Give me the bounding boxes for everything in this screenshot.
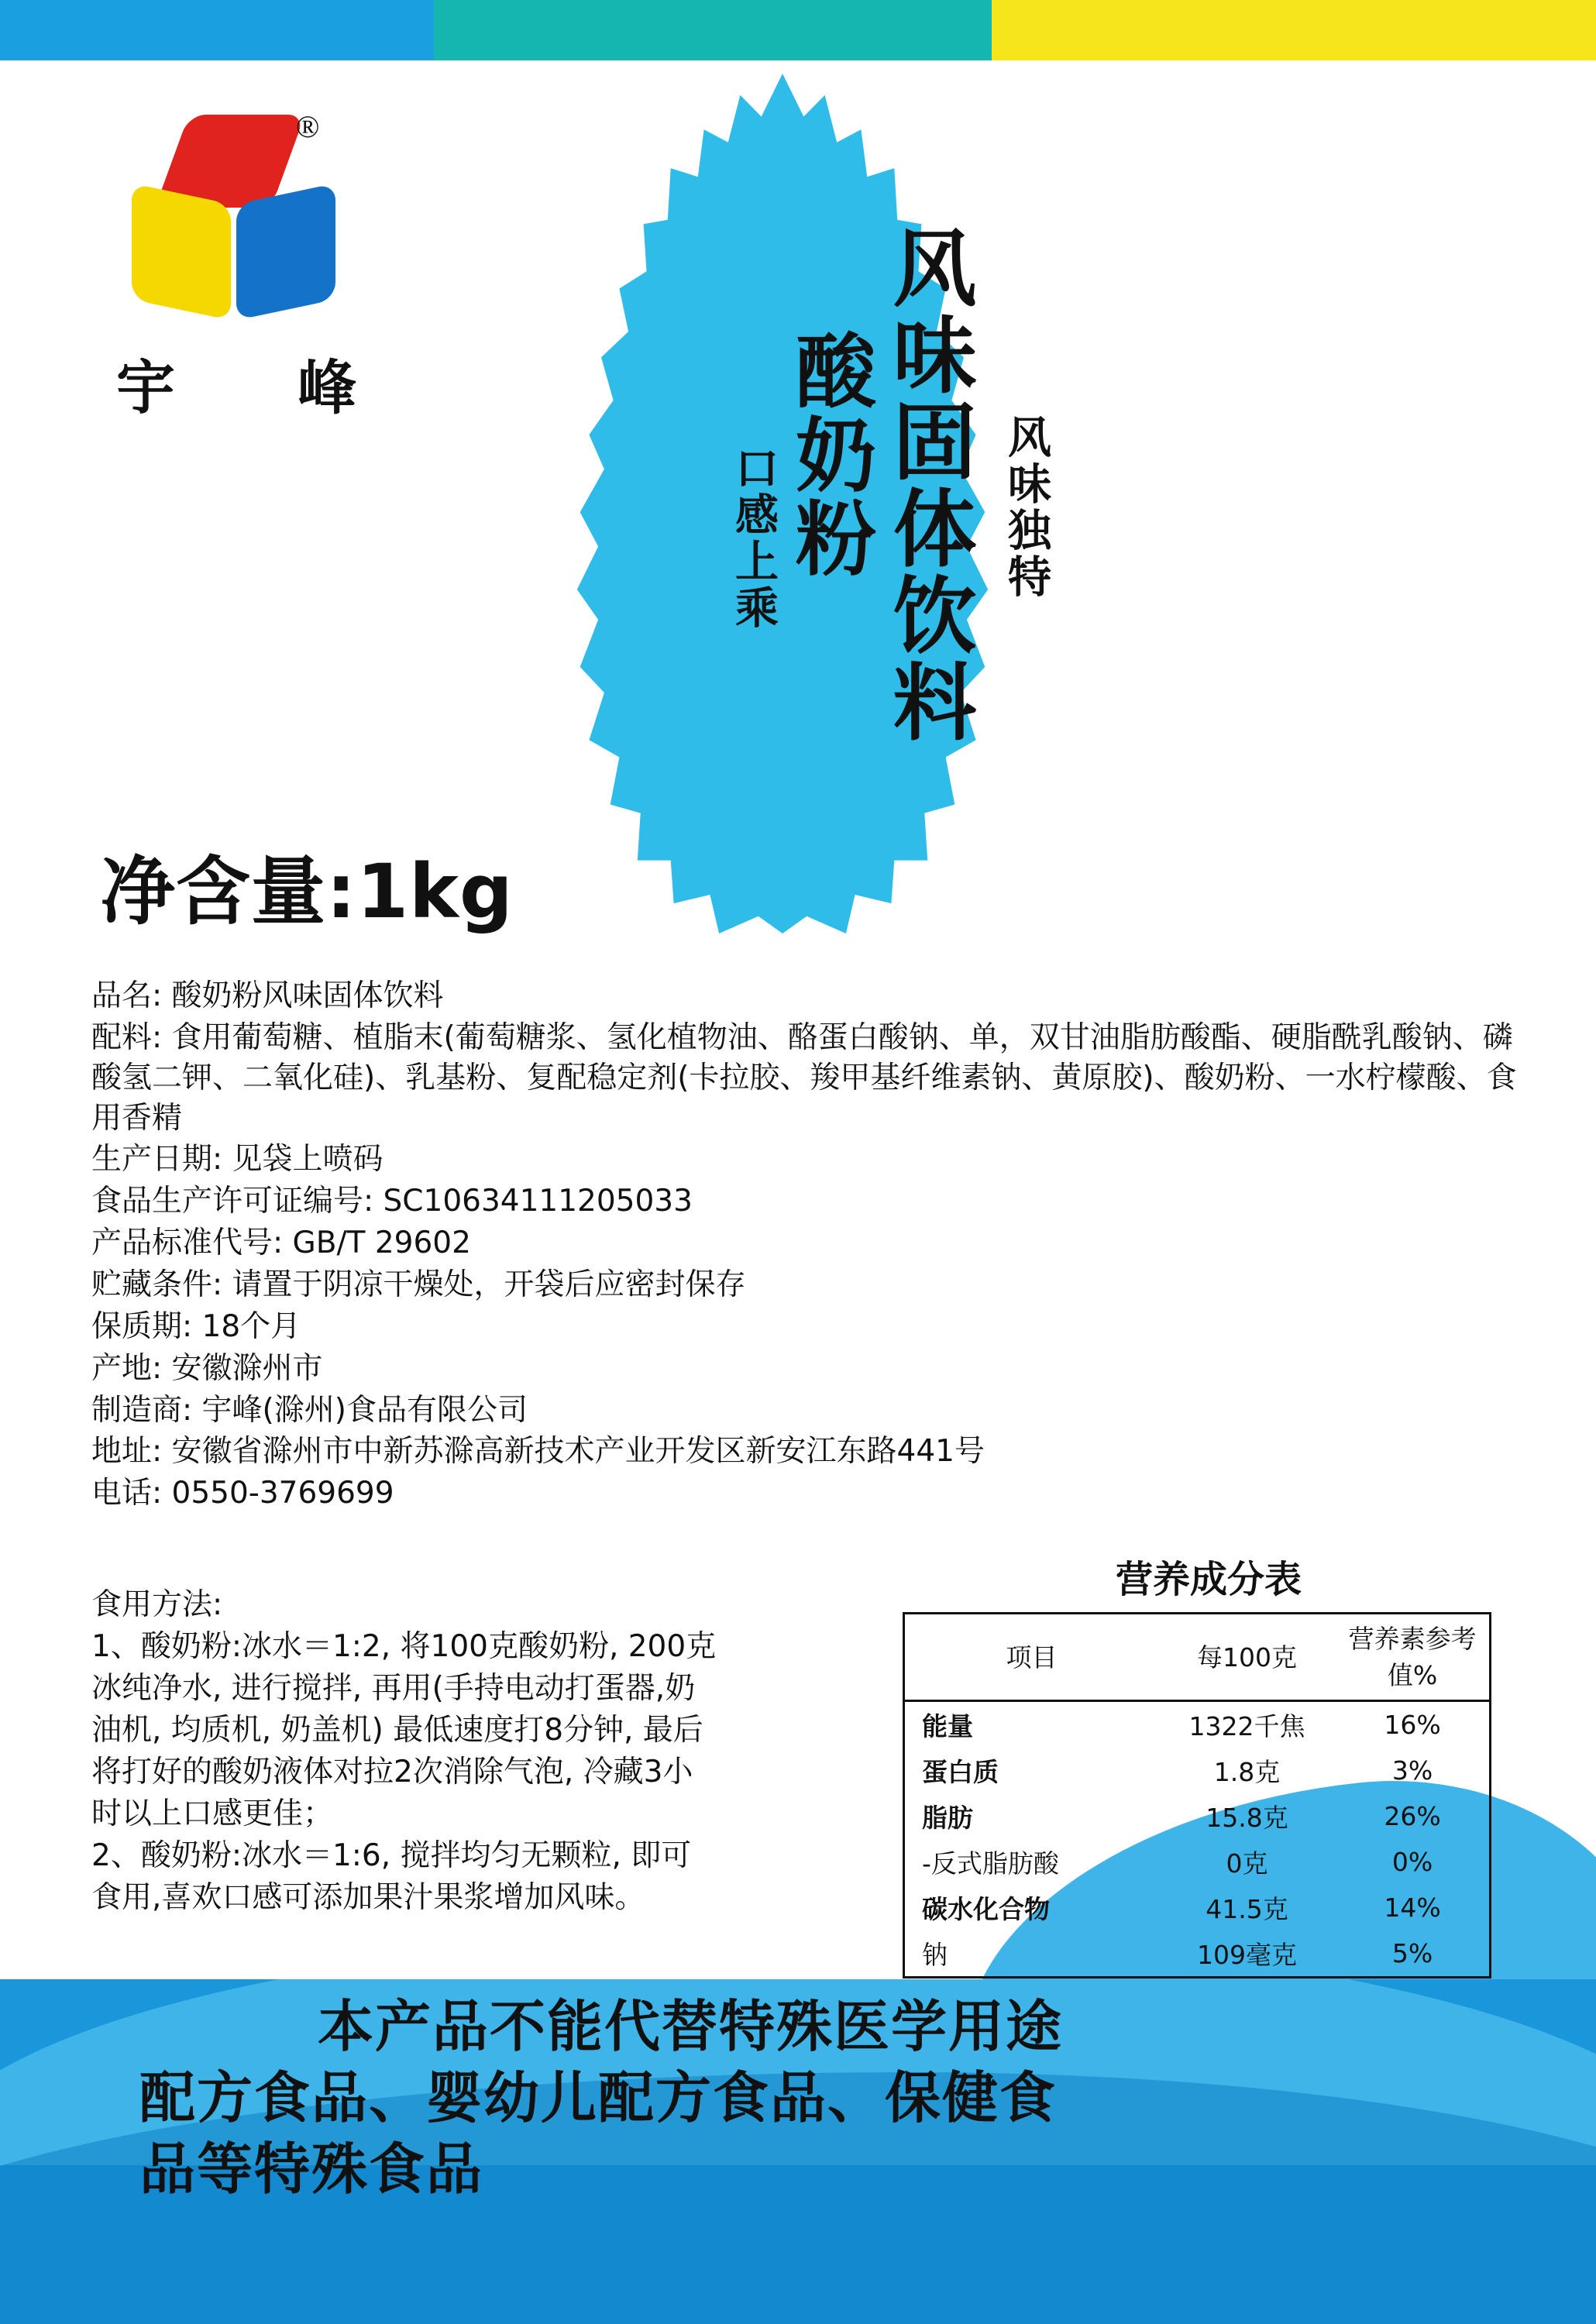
warning-statement [0,1991,1596,2205]
info-manufacturer: 制造商: 宇峰(滁州)食品有限公司 [91,1392,528,1428]
hero-sub-title: 酸奶粉 [782,329,876,580]
brand-name-char-1: 宇 [116,353,175,422]
cube-face-blue [236,183,335,320]
usage-line-1: 1、酸奶粉:冰水＝1:2, 将100克酸奶粉, 200克 [91,1629,717,1665]
brand-name-char-2: 峰 [298,353,356,422]
top-bar-segment-teal [434,0,992,60]
info-license-number: 食品生产许可证编号: SC10634111205033 [91,1184,693,1219]
droplet-graphic [480,74,1085,933]
nutrition-row-amount: 1322千焦 [1188,1711,1305,1741]
top-bar-segment-yellow [992,0,1596,60]
nutrition-header-row [904,1614,1491,1701]
nutrition-header-item: 项目 [1006,1642,1058,1673]
table-row [904,1839,1491,1885]
nutrition-facts [903,1549,1515,1978]
nutrition-row-amount: 41.5克 [1206,1894,1288,1924]
usage-instructions [91,1584,990,1919]
nutrition-row-amount: 1.8克 [1213,1757,1281,1787]
top-color-bar [0,0,1596,60]
info-origin: 产地: 安徽滁州市 [91,1350,323,1386]
info-address: 地址: 安徽省滁州市中新苏滁高新技术产业开发区新安江东路441号 [91,1434,985,1470]
nutrition-header-per100g: 每100克 [1197,1642,1298,1673]
nutrition-row-name: 能量 [922,1711,973,1741]
usage-line-6: 2、酸奶粉:冰水＝1:6, 搅拌均匀无颗粒, 即可 [91,1838,692,1874]
info-ingredients: 配料: 食用葡萄糖、植脂末(葡萄糖浆、氢化植物油、酪蛋白酸钠、单，双甘油脂肪酸酯、硬脂酰乳酸钠、磷酸氢二钾、二氧化硅)、乳基粉、复配稳定剂(卡拉胶、羧甲基纤维素钠、黄原胶)、酸奶粉、一水柠檬酸、食用香精 [91,1019,1517,1136]
usage-line-3: 油机, 均质机, 奶盖机) 最低速度打8分钟, 最后 [91,1713,703,1748]
hero-right-slogan: 风味独特 [1001,414,1051,600]
top-bar-segment-blue [0,0,434,60]
warning-line-3: 品等特殊食品 [139,2137,484,2202]
usage-line-5: 时以上口感更佳； [91,1796,334,1832]
table-row [904,1793,1491,1839]
nutrition-row-nrv: 0% [1391,1847,1433,1877]
info-phone: 电话: 0550-3769699 [91,1476,394,1511]
table-row [904,1930,1491,1978]
info-production-date: 生产日期: 见袋上喷码 [91,1142,384,1177]
nutrition-row-nrv: 26% [1384,1801,1441,1831]
nutrition-row-nrv: 5% [1391,1938,1433,1968]
info-storage-conditions: 贮藏条件: 请置于阴凉干燥处，开袋后应密封保存 [91,1267,746,1303]
info-shelf-life: 保质期: 18个月 [91,1308,301,1344]
product-info-block [91,976,1517,1515]
nutrition-row-name: -反式脂肪酸 [922,1848,1059,1879]
nutrition-header-nrv: 营养素参考值% [1348,1624,1477,1690]
nutrition-row-name: 碳水化合物 [922,1894,1050,1924]
cube-icon [116,108,349,341]
nutrition-row-name: 脂肪 [922,1803,973,1833]
nutrition-table [903,1612,1491,1978]
brand-name [116,341,356,425]
table-row [904,1701,1491,1748]
brand-logo [116,108,364,442]
nutrition-row-nrv: 3% [1391,1755,1433,1786]
registered-mark-icon: ® [296,109,320,144]
nutrition-title: 营养成分表 [1115,1558,1302,1601]
usage-heading: 食用方法: [91,1587,223,1622]
hero-left-slogan: 口感上乘 [728,445,779,631]
nutrition-row-nrv: 16% [1384,1710,1441,1740]
nutrition-row-amount: 15.8克 [1206,1803,1288,1833]
nutrition-row-nrv: 14% [1384,1893,1441,1923]
usage-line-4: 将打好的酸奶液体对拉2次消除气泡, 冷藏3小 [91,1755,693,1790]
nutrition-row-name: 钠 [922,1940,948,1970]
info-standard-code: 产品标准代号: GB/T 29602 [91,1226,471,1261]
nutrition-row-amount: 0克 [1226,1848,1268,1879]
hero-main-title: 风味固体饮料 [879,225,975,745]
warning-line-2: 配方食品、婴幼儿配方食品、保健食 [139,2065,1058,2131]
cube-face-yellow [132,183,231,320]
usage-line-7: 食用,喜欢口感可添加果汁果浆增加风味。 [91,1880,645,1916]
table-row [904,1748,1491,1793]
warning-line-1: 本产品不能代替特殊医学用途 [318,1994,1064,2059]
table-row [904,1885,1491,1930]
nutrition-row-amount: 109毫克 [1197,1940,1298,1970]
info-product-name: 品名: 酸奶粉风味固体饮料 [91,978,444,1013]
usage-line-2: 冰纯净水, 进行搅拌, 再用(手持电动打蛋器,奶 [91,1671,696,1707]
nutrition-row-name: 蛋白质 [922,1757,999,1787]
net-weight: 净含量:1kg [101,848,514,935]
